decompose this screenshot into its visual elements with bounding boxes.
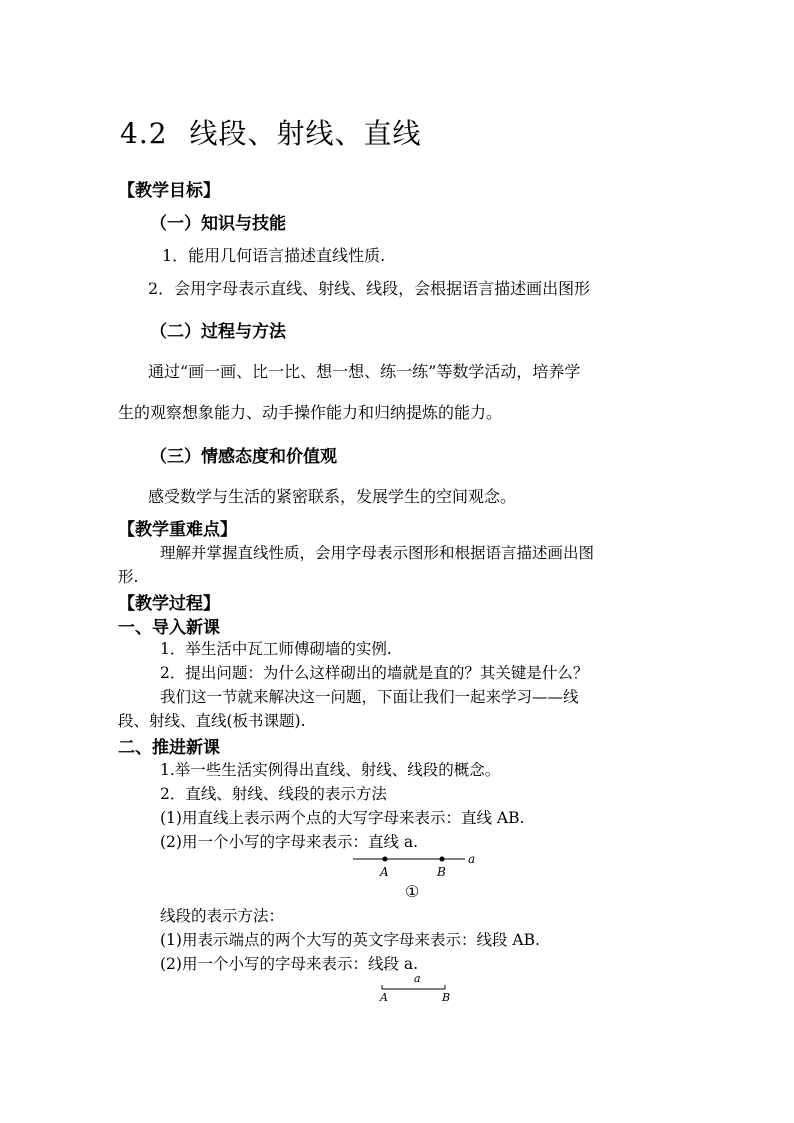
key-line-1: 理解并掌握直线性质，会用字母表示图形和根据语言描述画出图 bbox=[160, 544, 595, 562]
segment-line-3: (2)用一个小写的字母来表示：线段 a. bbox=[160, 955, 419, 973]
segment-line-1: 线段的表示方法： bbox=[160, 907, 285, 925]
goals-sec2-line-1: 通过“画一画、比一比、想一想、练一练”等数学活动，培养学 bbox=[148, 362, 581, 381]
segment-a-label: A bbox=[380, 991, 388, 1004]
point-b bbox=[440, 857, 445, 862]
part1-line-2: 2．提出问题：为什么这样砌出的墙就是直的？其关键是什么？ bbox=[160, 664, 589, 682]
point-a-label: A bbox=[380, 865, 389, 879]
goals-sec3-line: 感受数学与生活的紧密联系，发展学生的空间观念。 bbox=[148, 487, 517, 506]
line-label: a bbox=[468, 852, 476, 866]
goals-heading: 【教学目标】 bbox=[118, 181, 220, 201]
part1-heading: 一、导入新课 bbox=[118, 618, 220, 638]
point-b-label: B bbox=[437, 865, 446, 879]
goals-sec1-item-2: 2．会用字母表示直线、射线、线段，会根据语言描述画出图形 bbox=[148, 279, 591, 298]
segment-line-2: (1)用表示端点的两个大写的英文字母来表示：线段 AB. bbox=[160, 931, 540, 949]
lesson-title-text: 线段、射线、直线 bbox=[189, 117, 422, 150]
segment-figure bbox=[370, 970, 460, 1006]
part2-line-1: 1.举一些生活实例得出直线、射线、线段的概念。 bbox=[160, 761, 501, 779]
figure-caption: ① bbox=[405, 882, 420, 901]
part1-line-1: 1．举生活中瓦工师傅砌墙的实例. bbox=[160, 640, 392, 658]
part1-line-3: 我们这一节就来解决这一问题，下面让我们一起来学习——线 bbox=[160, 688, 579, 706]
process-heading: 【教学过程】 bbox=[118, 594, 220, 614]
key-heading: 【教学重难点】 bbox=[118, 520, 237, 540]
part2-line-3: (1)用直线上表示两个点的大写字母来表示：直线 AB. bbox=[160, 809, 525, 827]
segment-b-label: B bbox=[442, 991, 451, 1004]
goals-sec1-heading: （一）知识与技能 bbox=[150, 214, 286, 234]
goals-sec1-item-1: 1．能用几何语言描述直线性质. bbox=[162, 246, 386, 265]
key-line-2: 形. bbox=[118, 568, 139, 586]
point-a bbox=[383, 857, 388, 862]
part2-heading: 二、推进新课 bbox=[118, 738, 220, 758]
lesson-title bbox=[120, 112, 422, 152]
goals-sec2-heading: （二）过程与方法 bbox=[150, 322, 286, 342]
part2-line-4: (2)用一个小写的字母来表示：直线 a. bbox=[160, 833, 419, 851]
line-figure bbox=[345, 848, 495, 903]
goals-sec3-heading: （三）情感态度和价值观 bbox=[150, 447, 337, 467]
goals-sec2-line-2: 生的观察想象能力、动手操作能力和归纳提炼的能力。 bbox=[118, 403, 503, 422]
segment-label: a bbox=[414, 972, 421, 985]
part1-line-4: 段、射线、直线(板书课题). bbox=[118, 712, 306, 730]
lesson-number: 4.2 bbox=[120, 117, 168, 150]
part2-line-2: 2．直线、射线、线段的表示方法 bbox=[160, 785, 387, 803]
